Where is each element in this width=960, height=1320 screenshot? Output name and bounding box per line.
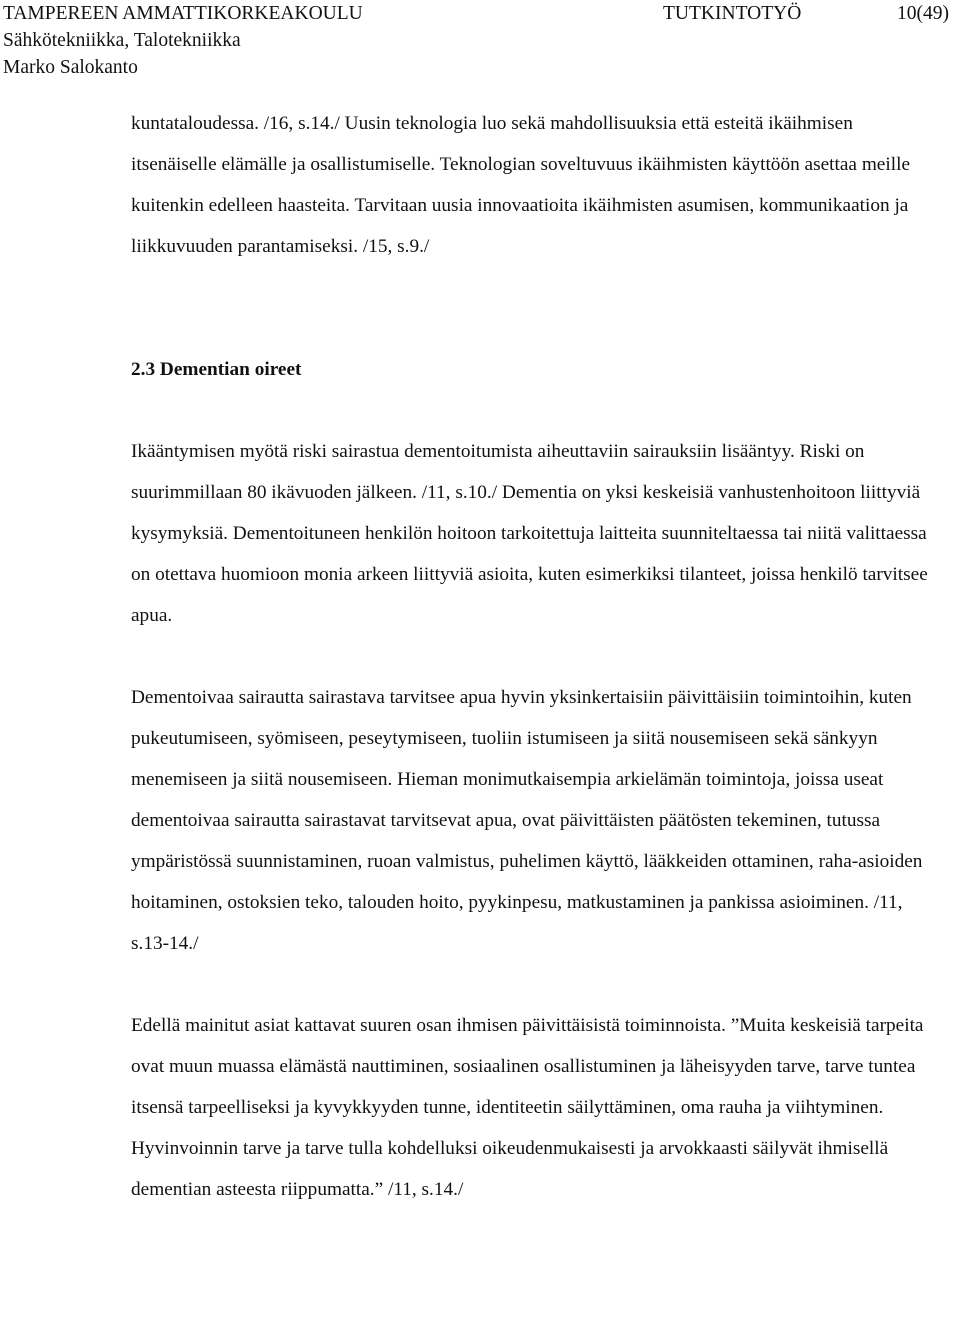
header-line-1 bbox=[0, 0, 960, 27]
header-line-2 bbox=[0, 27, 960, 54]
paragraph-1: Ikääntymisen myötä riski sairastua dementoitumista aiheuttaviin sairauksiin lisääntyy. Riski on suurimmillaan 80 ikävuoden jälkeen. /11, s.10./ Dementia on yksi keskeisiä vanhustenhoitoon liittyviä kysymyksiä. Dementoituneen henkilön hoitoon tarkoitettuja laitteita suunniteltaessa tai niitä valittaessa on otettava huomioon monia arkeen liittyviä asioita, kuten esimerkiksi tilanteet, joissa henkilö tarvitsee apua. bbox=[131, 441, 928, 626]
section-heading: 2.3 Dementian oireet bbox=[131, 359, 302, 380]
header-department: Sähkötekniikka, Talotekniikka bbox=[3, 30, 241, 51]
paragraph-3: Edellä mainitut asiat kattavat suuren osan ihmisen päivittäisistä toiminnoista. ”Muita keskeisiä tarpeita ovat muun muassa elämästä nauttiminen, sosiaalinen osallistuminen ja läheisyyden tarve, tarve tuntea itsensä tarpeelliseksi ja kyvykkyyden tunne, identiteetin säilyttäminen, oma rauha ja viihtyminen. Hyvinvoinnin tarve ja tarve tulla kohdelluksi oikeudenmukaisesti ja arvokkaasti säilyvät ihmisellä dementian asteesta riippumatta.” /11, s.14./ bbox=[131, 1015, 924, 1200]
spacer bbox=[131, 636, 931, 677]
spacer bbox=[131, 267, 931, 349]
header-doc-type: TUTKINTOTYÖ bbox=[663, 3, 802, 24]
header-page-number: 10(49) bbox=[897, 3, 949, 24]
header-line-3 bbox=[0, 54, 960, 81]
header-author: Marko Salokanto bbox=[3, 57, 138, 78]
page-header bbox=[0, 0, 960, 81]
spacer bbox=[131, 390, 931, 431]
header-institution: TAMPEREEN AMMATTIKORKEAKOULU bbox=[3, 3, 363, 24]
intro-paragraph: kuntataloudessa. /16, s.14./ Uusin teknologia luo sekä mahdollisuuksia että esteitä ikäihmisen itsenäiselle elämälle ja osallistumiselle. Teknologian soveltuvuus ikäihmisten käyttöön asettaa meille kuitenkin edelleen haasteita. Tarvitaan uusia innovaatioita ikäihmisten asumisen, kommunikaation ja liikkuvuuden parantamiseksi. /15, s.9./ bbox=[131, 113, 910, 257]
spacer bbox=[131, 964, 931, 1005]
paragraph-2: Dementoivaa sairautta sairastava tarvitsee apua hyvin yksinkertaisiin päivittäisiin toimintoihin, kuten pukeutumiseen, syömiseen, peseytymiseen, tuoliin istumiseen ja siitä nousemiseen sekä sänkyyn menemiseen ja siitä nousemiseen. Hieman monimutkaisempia arkielämän toimintoja, joissa useat dementoivaa sairautta sairastavat tarvitsevat apua, ovat päivittäisten päätösten tekeminen, tutussa ympäristössä suunnistaminen, ruoan valmistus, puhelimen käyttö, lääkkeiden ottaminen, raha-asioiden hoitaminen, ostoksien teko, talouden hoito, pyykinpesu, matkustaminen ja pankissa asioiminen. /11, s.13-14./ bbox=[131, 687, 923, 954]
document-body bbox=[131, 103, 931, 1210]
